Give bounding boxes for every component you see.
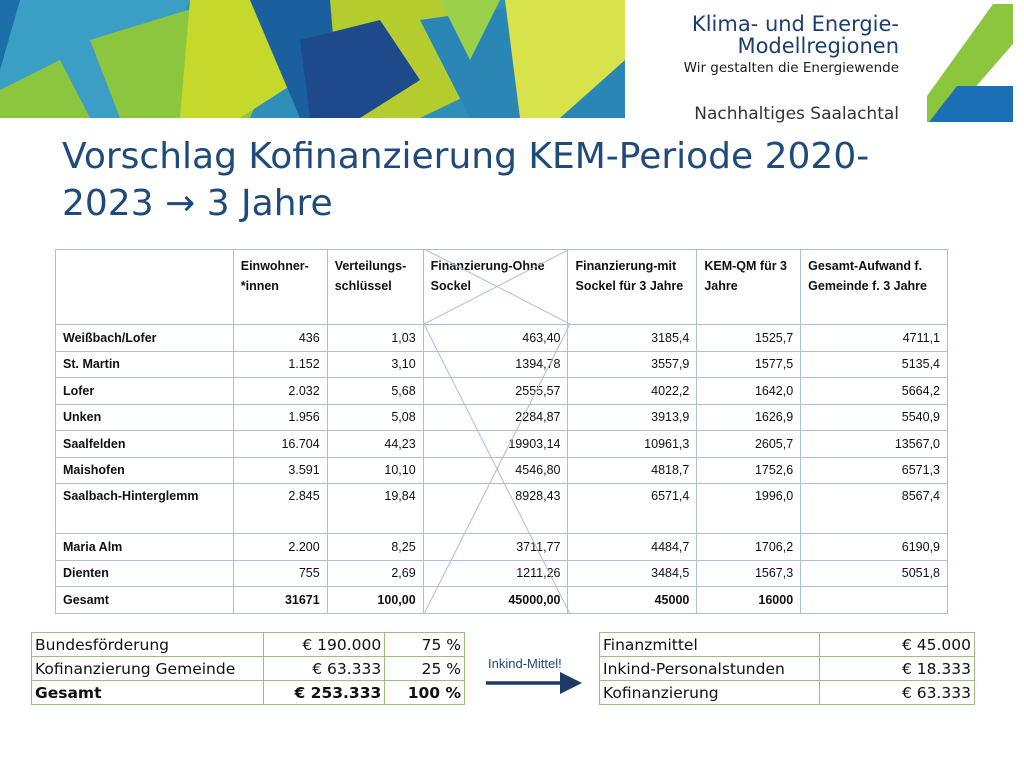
inkind-label: Inkind-Mittel! [488,656,562,671]
municipality-cell: Maria Alm [56,534,234,561]
logo-title-line1: Klima- und Energie- [691,12,899,36]
distribution-key-cell: 19,84 [327,484,423,534]
financing-without-base-cell: 4546,80 [423,457,568,484]
funding-percent: 25 % [385,657,465,681]
inhabitants-cell: 436 [233,325,327,352]
total-effort-cell: 4711,1 [801,325,948,352]
breakdown-amount: € 18.333 [819,657,974,681]
breakdown-label: Finanzmittel [600,633,820,657]
financing-with-base-cell: 3557,9 [568,351,697,378]
breakdown-row [600,657,975,681]
inhabitants-cell: 16.704 [233,431,327,458]
municipality-cell: Unken [56,404,234,431]
table-row [56,457,948,484]
kem-qm-cell: 1996,0 [697,484,801,534]
funding-label: Bundesförderung [32,633,264,657]
funding-total-row [32,681,465,705]
table-row [56,404,948,431]
title-line1: Vorschlag Kofinanzierung KEM-Periode 2020- [62,136,870,177]
municipality-cell: Dienten [56,560,234,587]
cofinancing-breakdown-table [599,632,975,705]
funding-amount: € 190.000 [263,633,385,657]
header-inhabitants: Einwohner-*innen [233,250,327,325]
breakdown-label: Inkind-Personalstunden [600,657,820,681]
financing-without-base-cell: 45000,00 [423,587,568,614]
inhabitants-cell: 1.956 [233,404,327,431]
financing-with-base-cell: 4818,7 [568,457,697,484]
table-row [56,431,948,458]
inhabitants-cell: 2.032 [233,378,327,405]
kem-qm-cell: 1706,2 [697,534,801,561]
distribution-key-cell: 10,10 [327,457,423,484]
distribution-key-cell: 3,10 [327,351,423,378]
breakdown-amount: € 63.333 [819,681,974,705]
table-row [56,484,948,534]
kem-qm-cell: 1577,5 [697,351,801,378]
right-arrow-icon [484,670,584,696]
kem-logo [683,12,1013,132]
total-effort-cell [801,587,948,614]
inhabitants-cell: 1.152 [233,351,327,378]
funding-amount: € 63.333 [263,657,385,681]
financing-without-base-cell: 1394,78 [423,351,568,378]
region-name: Nachhaltiges Saalachtal [694,104,899,124]
inhabitants-cell: 2.845 [233,484,327,534]
header-financing-without-base: Finanzierung-Ohne Sockel [423,250,568,325]
title-arrow-icon: → [165,183,196,224]
financing-with-base-cell: 6571,4 [568,484,697,534]
total-effort-cell: 5540,9 [801,404,948,431]
funding-percent: 75 % [385,633,465,657]
financing-with-base-cell: 4022,2 [568,378,697,405]
financing-with-base-cell: 3913,9 [568,404,697,431]
table-total-row [56,587,948,614]
funding-label: Kofinanzierung Gemeinde [32,657,264,681]
header-total-effort: Gesamt-Aufwand f. Gemeinde f. 3 Jahre [801,250,948,325]
kem-qm-cell: 2605,7 [697,431,801,458]
financing-without-base-cell: 1211,26 [423,560,568,587]
table-row [56,325,948,352]
financing-without-base-cell: 2555,57 [423,378,568,405]
inhabitants-cell: 3.591 [233,457,327,484]
funding-amount: € 253.333 [263,681,385,705]
total-effort-cell: 6190,9 [801,534,948,561]
table-row [56,351,948,378]
funding-label: Gesamt [32,681,264,705]
title-duration: 3 Jahre [206,183,333,224]
inhabitants-cell: 2.200 [233,534,327,561]
logo-mark-icon [915,4,1015,129]
distribution-key-cell: 44,23 [327,431,423,458]
funding-row [32,657,465,681]
header-municipality [56,250,234,325]
financing-with-base-cell: 3185,4 [568,325,697,352]
funding-row [32,633,465,657]
financing-without-base-cell: 2284,87 [423,404,568,431]
total-effort-cell: 5664,2 [801,378,948,405]
total-effort-cell: 6571,3 [801,457,948,484]
total-effort-cell: 8567,4 [801,484,948,534]
table-header-row [56,250,948,325]
header-distribution-key: Verteilungs-schlüssel [327,250,423,325]
total-effort-cell: 13567,0 [801,431,948,458]
breakdown-row [600,633,975,657]
header-banner-image [0,0,625,118]
federal-funding-table [31,632,465,705]
kem-qm-cell: 1567,3 [697,560,801,587]
financing-with-base-cell: 4484,7 [568,534,697,561]
municipality-cell: St. Martin [56,351,234,378]
table-row [56,560,948,587]
financing-without-base-cell: 3711,77 [423,534,568,561]
logo-tagline: Wir gestalten die Energiewende [683,60,899,76]
distribution-key-cell: 5,08 [327,404,423,431]
municipality-cell: Weißbach/Lofer [56,325,234,352]
table-row [56,534,948,561]
total-effort-cell: 5051,8 [801,560,948,587]
cofinancing-table [55,249,948,614]
distribution-key-cell: 5,68 [327,378,423,405]
breakdown-row [600,681,975,705]
kem-qm-cell: 1626,9 [697,404,801,431]
financing-with-base-cell: 45000 [568,587,697,614]
distribution-key-cell: 8,25 [327,534,423,561]
header-financing-with-base: Finanzierung-mit Sockel für 3 Jahre [568,250,697,325]
municipality-cell: Lofer [56,378,234,405]
financing-without-base-cell: 8928,43 [423,484,568,534]
financing-with-base-cell: 3484,5 [568,560,697,587]
logo-title-line2: Modellregionen [737,34,899,58]
financing-without-base-cell: 19903,14 [423,431,568,458]
funding-percent: 100 % [385,681,465,705]
table-row [56,378,948,405]
financing-with-base-cell: 10961,3 [568,431,697,458]
total-effort-cell: 5135,4 [801,351,948,378]
kem-qm-cell: 1525,7 [697,325,801,352]
breakdown-amount: € 45.000 [819,633,974,657]
kem-qm-cell: 1752,6 [697,457,801,484]
kem-qm-cell: 16000 [697,587,801,614]
title-line2 [62,180,922,227]
distribution-key-cell: 1,03 [327,325,423,352]
inhabitants-cell: 31671 [233,587,327,614]
financing-without-base-cell: 463,40 [423,325,568,352]
breakdown-label: Kofinanzierung [600,681,820,705]
distribution-key-cell: 100,00 [327,587,423,614]
municipality-cell: Gesamt [56,587,234,614]
title-year: 2023 [62,183,154,224]
inhabitants-cell: 755 [233,560,327,587]
distribution-key-cell: 2,69 [327,560,423,587]
header-kem-qm: KEM-QM für 3 Jahre [697,250,801,325]
municipality-cell: Saalfelden [56,431,234,458]
slide-title [62,133,922,227]
kem-qm-cell: 1642,0 [697,378,801,405]
municipality-cell: Maishofen [56,457,234,484]
municipality-cell: Saalbach-Hinterglemm [56,484,234,534]
